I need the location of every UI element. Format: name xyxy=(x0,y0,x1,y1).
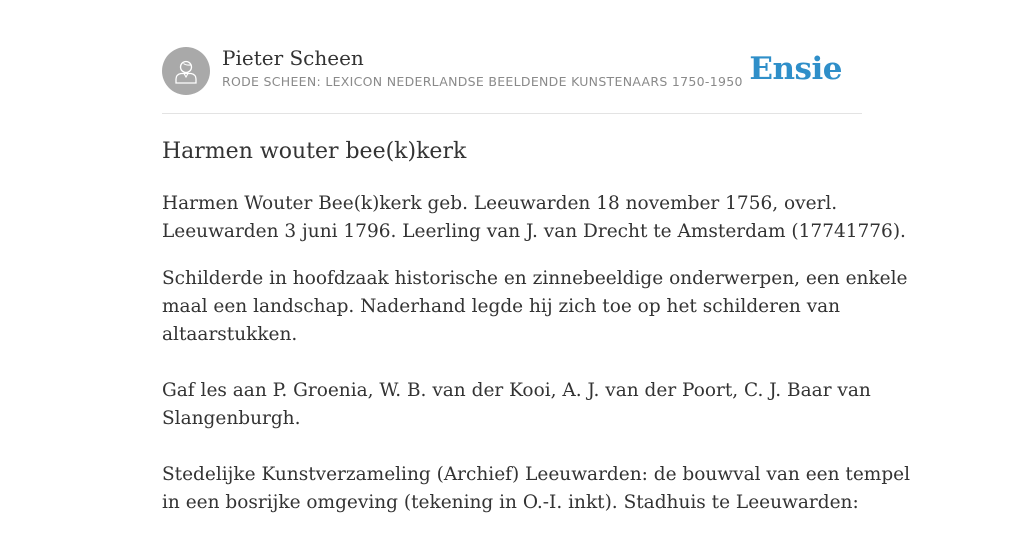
text-line: altaarstukken. xyxy=(162,324,298,345)
article-title: Harmen wouter bee(k)kerk xyxy=(162,139,467,164)
source-label[interactable]: RODE SCHEEN: LEXICON NEDERLANDSE BEELDENDE KUNSTENAARS 1750-1950 xyxy=(222,74,743,89)
ensie-logo[interactable]: Ensie xyxy=(749,51,842,87)
text-line: Stedelijke Kunstverzameling (Archief) Leeuwarden: de bouwval van een tempel xyxy=(162,464,911,485)
page-container xyxy=(162,0,911,513)
line-gap xyxy=(162,433,862,461)
article-body xyxy=(162,190,911,536)
text-line: Slangenburgh. xyxy=(162,408,301,429)
paragraph-biography xyxy=(162,190,906,246)
author-name[interactable]: Pieter Scheen xyxy=(222,46,364,70)
text-line: Gaf les aan P. Groenia, W. B. van der Kooi, A. J. van der Poort, C. J. Baar van xyxy=(162,380,871,401)
author-avatar[interactable] xyxy=(162,47,210,95)
text-line: Leeuwarden 3 juni 1796. Leerling van J. van Drecht te Amsterdam (17741776). xyxy=(162,221,906,242)
text-line: Schilderde in hoofdzaak historische en zinnebeeldige onderwerpen, een enkele xyxy=(162,268,908,289)
text-line: maal een landschap. Naderhand legde hij zich toe op het schilderen van xyxy=(162,296,841,317)
paragraph-description xyxy=(162,265,911,517)
text-line: in een bosrijke omgeving (tekening in O.-I. inkt). Stadhuis te Leeuwarden: xyxy=(162,492,859,513)
line-gap xyxy=(162,349,862,377)
user-icon xyxy=(171,56,201,86)
header xyxy=(162,0,862,114)
text-line: Harmen Wouter Bee(k)kerk geb. Leeuwarden 18 november 1756, overl. xyxy=(162,193,838,214)
